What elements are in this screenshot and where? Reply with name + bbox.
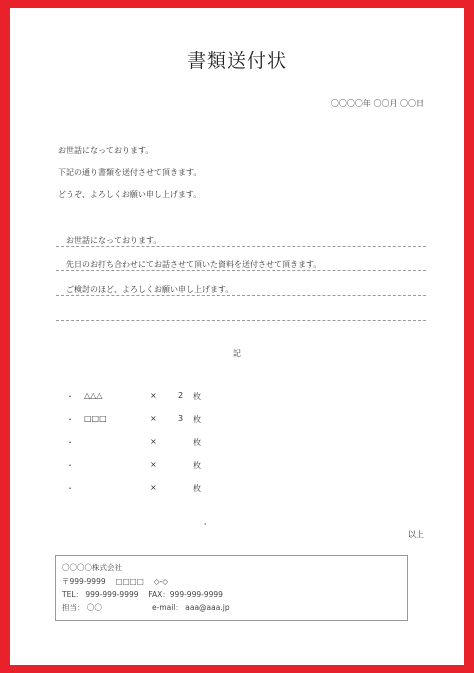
sender-contact-name: 担当： 〇〇	[62, 603, 102, 612]
greeting-line-2: 下記の通り書類を送付させて頂きます。	[58, 168, 202, 177]
item-row	[0, 414, 474, 426]
sender-address: 〒999-9999 □□□□ ◇-◇	[62, 577, 168, 586]
sender-company: 〇〇〇〇株式会社	[62, 563, 122, 572]
item-row	[0, 460, 474, 472]
message-rule-2	[56, 270, 426, 271]
item-bullet: ・	[66, 415, 74, 424]
item-times: ×	[150, 483, 157, 492]
item-row	[0, 391, 474, 403]
item-qty: 2	[178, 391, 184, 400]
sender-info-box	[55, 555, 408, 621]
item-unit: 枚	[193, 415, 201, 424]
item-times: ×	[150, 414, 157, 423]
item-times: ×	[150, 391, 157, 400]
item-times: ×	[150, 460, 157, 469]
item-name: □□□	[84, 414, 107, 423]
sender-email: e-mail： aaa@aaa.jp	[152, 603, 230, 612]
message-line-2: 先日のお打ち合わせにてお話させて頂いた資料を送付させて頂きます。	[66, 260, 322, 269]
closing-ijou: 以上	[408, 530, 424, 539]
document-date: 〇〇〇〇年 〇〇月 〇〇日	[330, 99, 424, 108]
item-unit: 枚	[193, 461, 201, 470]
ki-heading: 記	[233, 349, 241, 358]
message-rule-3	[56, 295, 426, 296]
item-unit: 枚	[193, 438, 201, 447]
item-bullet: ・	[66, 438, 74, 447]
center-mark: '	[204, 522, 207, 531]
item-bullet: ・	[66, 484, 74, 493]
item-row	[0, 437, 474, 449]
item-qty: 3	[178, 414, 184, 423]
message-rule-4	[56, 320, 426, 321]
item-bullet: ・	[66, 461, 74, 470]
greeting-line-1: お世話になっております。	[58, 146, 154, 155]
greeting-line-3: どうぞ、よろしくお願い申し上げます。	[58, 190, 202, 199]
item-row	[0, 483, 474, 495]
item-unit: 枚	[193, 484, 201, 493]
message-line-1: お世話になっております。	[66, 236, 162, 245]
item-unit: 枚	[193, 392, 201, 401]
item-times: ×	[150, 437, 157, 446]
sender-phone-fax: TEL： 999-999-9999 FAX：999-999-9999	[62, 590, 223, 599]
document-title: 書類送付状	[186, 50, 287, 72]
message-rule-1	[56, 246, 426, 247]
item-bullet: ・	[66, 392, 74, 401]
item-name: △△△	[84, 391, 103, 400]
message-line-3: ご検討のほど、よろしくお願い申し上げます。	[66, 285, 234, 294]
